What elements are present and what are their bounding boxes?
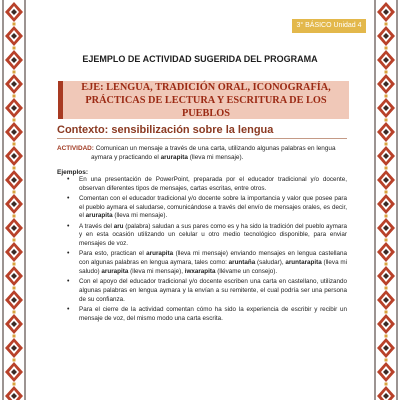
item-text: Comentan con el educador tradicional y/o docente sobre la importancia y valor que posee para el pueblo aymara el saludarse, comunicándose a través del envío de mensajes orales, es decir, el [79,195,347,220]
item-keyword: arurapita [101,267,129,275]
activity-text-2b: (lleva mi mensaje). [187,153,244,161]
item-text: (lleva mi mensaje), [128,267,185,275]
item-text: Para el cierre de la actividad comentan cómo ha sido la experiencia de escribir y recibir un mensaje de voz, del mismo modo una carta escrita. [79,305,347,322]
item-keyword: iwxarapita [184,267,216,275]
activity-text-2a: aymara y practicando el [91,153,161,161]
item-text: Con el apoyo del educador tradicional y/o docente escriben una carta en castellano, utilizando algunas palabras en lengua aymara y la envían a su remitente, el cual podría ser una persona de su confianza. [79,278,347,303]
left-decorative-border [0,0,28,400]
item-keyword: aruntarapita [285,259,322,267]
axis-banner [58,81,349,119]
item-text: (lleva mi saludo) [79,259,347,275]
examples-label: Ejemplos: [57,169,89,176]
item-text: (palabra) saludan a sus pares como es y ha sido la tradición del pueblo aymara y en esta ocasión utilizando un celular u otro medio tecnológico disponible, para enviar mensajes de voz. [79,222,347,248]
axis-title: EJE: LENGUA, TRADICIÓN ORAL, ICONOGRAFÍA, PRÁCTICAS DE LECTURA Y ESCRITURA DE LOS PUEBLOS [81,81,331,119]
list-item [79,195,347,221]
item-keyword: aru [113,222,124,230]
activity-label: ACTIVIDAD: [57,145,94,152]
grade-badge: 3° BÁSICO Unidad 4 [292,19,366,33]
item-text: Para esto, practican el [79,250,147,258]
item-text: (saludar), [255,259,286,267]
item-keyword: arurapita [146,250,174,258]
list-item [79,223,347,249]
item-text: A través del [79,222,114,230]
right-decorative-border [372,0,400,400]
activity-text-1: Comunican un mensaje a través de una carta, utilizando algunas palabras en lengua [95,145,336,152]
examples-list [57,176,347,325]
item-text: (llévame un consejo). [215,267,278,275]
activity-line-1 [57,145,347,154]
page-title: EJEMPLO DE ACTIVIDAD SUGERIDA DEL PROGRAMA [82,54,318,64]
item-text: (lleva mi mensaje) enviando mensajes en lengua castellana con algunas palabras en lengua aymara, tales como: [79,250,347,267]
item-text: En una presentación de PowerPoint, preparada por el educador tradicional y/o docente, observan diferentes tipos de mensajes, cartas escritas, entre otros. [79,176,347,192]
context-title: Contexto: sensibilización sobre la lengua [57,124,274,136]
item-keyword: arurapita [85,212,113,220]
activity-line-2 [57,154,347,163]
list-item [79,306,347,323]
context-divider [57,138,347,139]
activity-keyword: arurapita [160,153,188,161]
list-item [79,250,347,276]
list-item [79,176,347,193]
item-keyword: aruntaña [228,259,256,267]
item-text: (lleva mi mensaje). [112,212,168,220]
list-item [79,278,347,304]
activity-description [57,145,347,163]
